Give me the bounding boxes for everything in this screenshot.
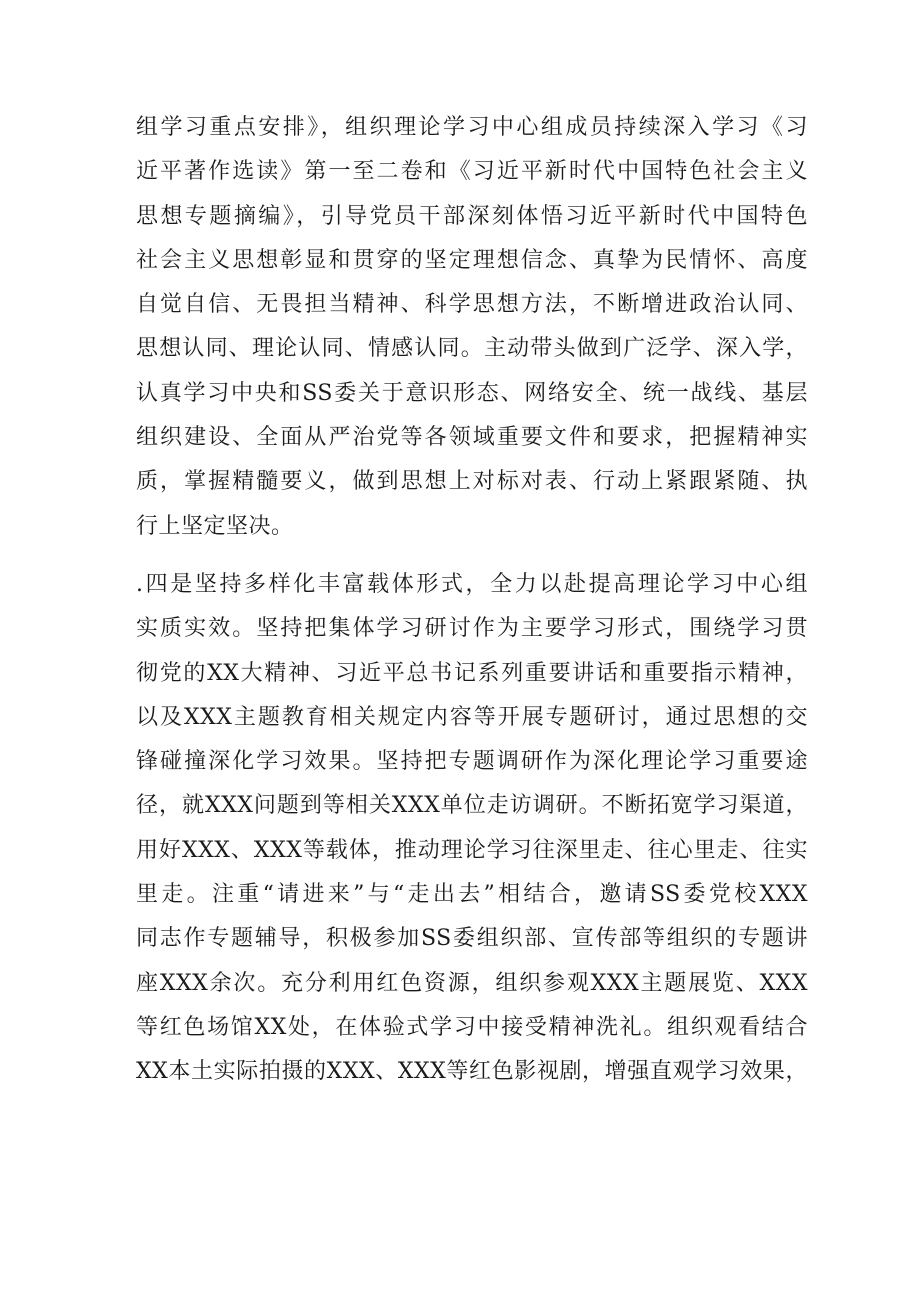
text-line: 以及XXX主题教育相关规定内容等开展专题研讨，通过思想的交 (136, 704, 808, 730)
text-line: 社会主义思想彰显和贯穿的坚定理想信念、真挚为民情怀、高度 (136, 247, 808, 273)
text-line: 彻党的XX大精神、习近平总书记系列重要讲话和重要指示精神， (136, 660, 808, 686)
paragraph-study-arrangement (136, 106, 808, 549)
text-line: 思想认同、理论认同、情感认同。主动带头做到广泛学、深入学， (136, 336, 808, 362)
text-line: 锋碰撞深化学习效果。坚持把专题调研作为深化理论学习重要途 (136, 749, 808, 775)
text-line: .四是坚持多样化丰富载体形式，全力以赴提高理论学习中心组 (136, 571, 808, 597)
text-line: 行上坚定坚决。 (136, 513, 294, 539)
text-line: XX本土实际拍摄的XXX、XXX等红色影视剧，增强直观学习效果， (136, 1059, 808, 1085)
text-line: 同志作专题辅导，积极参加SS委组织部、宣传部等组织的专题讲 (136, 926, 808, 952)
text-line: 实质实效。坚持把集体学习研讨作为主要学习形式，围绕学习贯 (136, 616, 808, 642)
text-line: 思想专题摘编》，引导党员干部深刻体悟习近平新时代中国特色 (136, 203, 808, 229)
text-line: 自觉自信、无畏担当精神、科学思想方法，不断增进政治认同、 (136, 292, 808, 318)
text-line: 座XXX余次。充分利用红色资源，组织参观XXX主题展览、XXX (136, 970, 808, 996)
paragraph-gap (136, 549, 808, 563)
text-line: 等红色场馆XX处，在体验式学习中接受精神洗礼。组织观看结合 (136, 1014, 808, 1040)
paragraph-diverse-carriers (136, 563, 808, 1095)
text-line: 认真学习中央和SS委关于意识形态、网络安全、统一战线、基层 (136, 380, 808, 406)
text-line: 质，掌握精髓要义，做到思想上对标对表、行动上紧跟紧随、执 (136, 469, 808, 495)
text-line: 组织建设、全面从严治党等各领域重要文件和要求，把握精神实 (136, 425, 808, 451)
text-line: 里走。注重“请进来”与“走出去”相结合，邀请SS委党校XXX (136, 882, 808, 908)
text-line: 用好XXX、XXX等载体，推动理论学习往深里走、往心里走、往实 (136, 837, 808, 863)
document-body (136, 106, 808, 1095)
text-line: 组学习重点安排》，组织理论学习中心组成员持续深入学习《习 (136, 115, 808, 140)
text-line: 近平著作选读》第一至二卷和《习近平新时代中国特色社会主义 (136, 159, 808, 185)
text-line: 径，就XXX问题到等相关XXX单位走访调研。不断拓宽学习渠道， (136, 793, 808, 819)
